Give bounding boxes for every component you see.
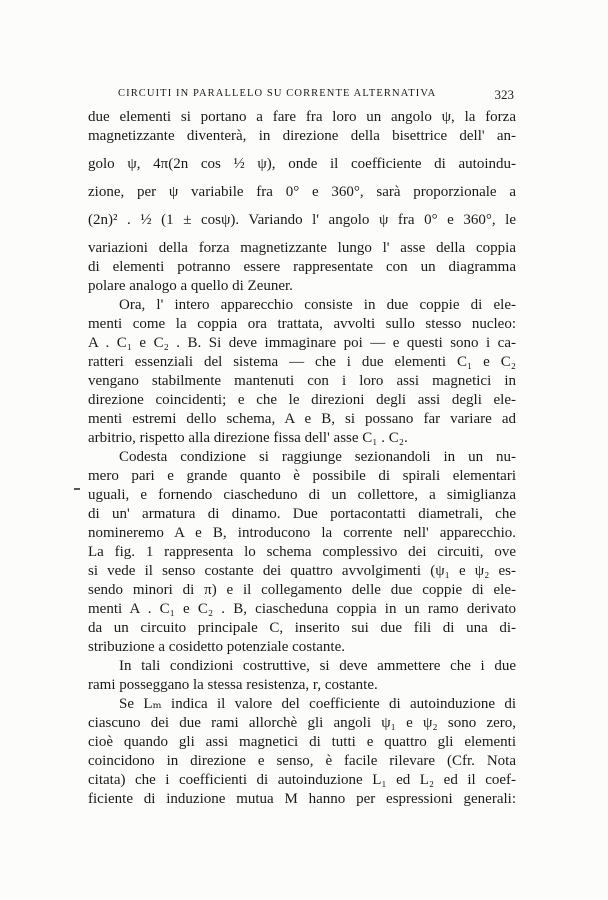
text-line: variazioni della forza magnetizzante lungo l' asse della coppia bbox=[88, 240, 516, 256]
text-line: Ora, l' intero apparecchio consiste in due coppie di ele- bbox=[119, 297, 516, 313]
text-line: si vede il senso costante dei quattro avvolgimenti (ψ₁ e ψ₂ es- bbox=[88, 563, 516, 579]
text-line: In tali condizioni costruttive, si deve ammettere che i due bbox=[119, 658, 516, 674]
text-line: nomineremo A e B, introducono la corrente nell' apparecchio. bbox=[88, 525, 516, 541]
text-line-formula: (2n)² . ½ (1 ± cosψ). Variando l' angolo ψ fra 0° e 360°, le bbox=[88, 212, 516, 228]
page-number: 323 bbox=[494, 87, 514, 102]
text-line: menti A . C₁ e C₂ . B, ciascheduna coppia in un ramo derivato bbox=[88, 601, 516, 617]
text-line: La fig. 1 rappresenta lo schema complessivo dei circuiti, ove bbox=[88, 544, 516, 560]
running-head: CIRCUITI IN PARALLELO SU CORRENTE ALTERNATIVA bbox=[118, 88, 437, 99]
text-line: uguali, e fornendo ciascheduno di un collettore, a simiglianza bbox=[88, 487, 516, 503]
text-line: di un' armatura di dinamo. Due portacontatti diametrali, che bbox=[88, 506, 516, 522]
page-header bbox=[118, 88, 514, 104]
text-line: mero pari e grande quanto è possibile di spirali elementari bbox=[88, 468, 516, 484]
text-line: polare analogo a quello di Zeuner. bbox=[88, 278, 293, 294]
text-line: Codesta condizione si raggiunge sezionandoli in un nu- bbox=[119, 449, 516, 465]
text-line: zione, per ψ variabile fra 0° e 360°, sarà proporzionale a bbox=[88, 184, 516, 200]
text-line: ciascuno dei due rami allorchè gli angoli ψ₁ e ψ₂ sono zero, bbox=[88, 715, 516, 731]
text-line: rami posseggano la stessa resistenza, r, costante. bbox=[88, 677, 378, 693]
text-line: coincidono in direzione e senso, è facile rilevare (Cfr. Nota bbox=[88, 753, 516, 769]
text-line: citata) che i coefficienti di autoinduzione L₁ ed L₂ ed il coef- bbox=[88, 772, 516, 788]
text-line: A . C₁ e C₂ . B. Si deve immaginare poi — e questi sono i ca- bbox=[88, 335, 516, 351]
text-line: vengano stabilmente mantenuti con i loro assi magnetici in bbox=[88, 373, 516, 389]
margin-mark bbox=[74, 488, 80, 490]
text-line: Se Lₘ indica il valore del coefficiente di autoinduzione di bbox=[119, 696, 516, 712]
text-line: menti come la coppia ora trattata, avvolti sullo stesso nucleo: bbox=[88, 316, 516, 332]
text-line: due elementi si portano a fare fra loro un angolo ψ, la forza bbox=[88, 109, 516, 125]
text-line: stribuzione a cosidetto potenziale costante. bbox=[88, 639, 345, 655]
text-line: arbitrio, rispetto alla direzione fissa dell' asse C₁ . C₂. bbox=[88, 430, 408, 446]
body-text bbox=[88, 108, 516, 809]
text-line: ratteri essenziali del sistema — che i due elementi C₁ e C₂ bbox=[88, 354, 516, 370]
text-line-formula: golo ψ, 4π(2n cos ½ ψ), onde il coefficiente di autoindu- bbox=[88, 156, 516, 172]
text-line: di elementi potranno essere rappresentate con un diagramma bbox=[88, 259, 516, 275]
text-line: cioè quando gli assi magnetici di tutti e quattro gli elementi bbox=[88, 734, 516, 750]
text-line: direzione coincidenti; e che le direzioni degli assi degli ele- bbox=[88, 392, 516, 408]
text-line: sendo minori di π) e il collegamento delle due coppie di ele- bbox=[88, 582, 516, 598]
text-line: magnetizzante diventerà, in direzione della bisettrice dell' an- bbox=[88, 128, 516, 144]
text-line: da un circuito principale C, inserito sui due fili di una di- bbox=[88, 620, 516, 636]
text-line: menti estremi dello schema, A e B, si possano far variare ad bbox=[88, 411, 516, 427]
text-line: ficiente di induzione mutua M hanno per espressioni generali: bbox=[88, 791, 516, 807]
